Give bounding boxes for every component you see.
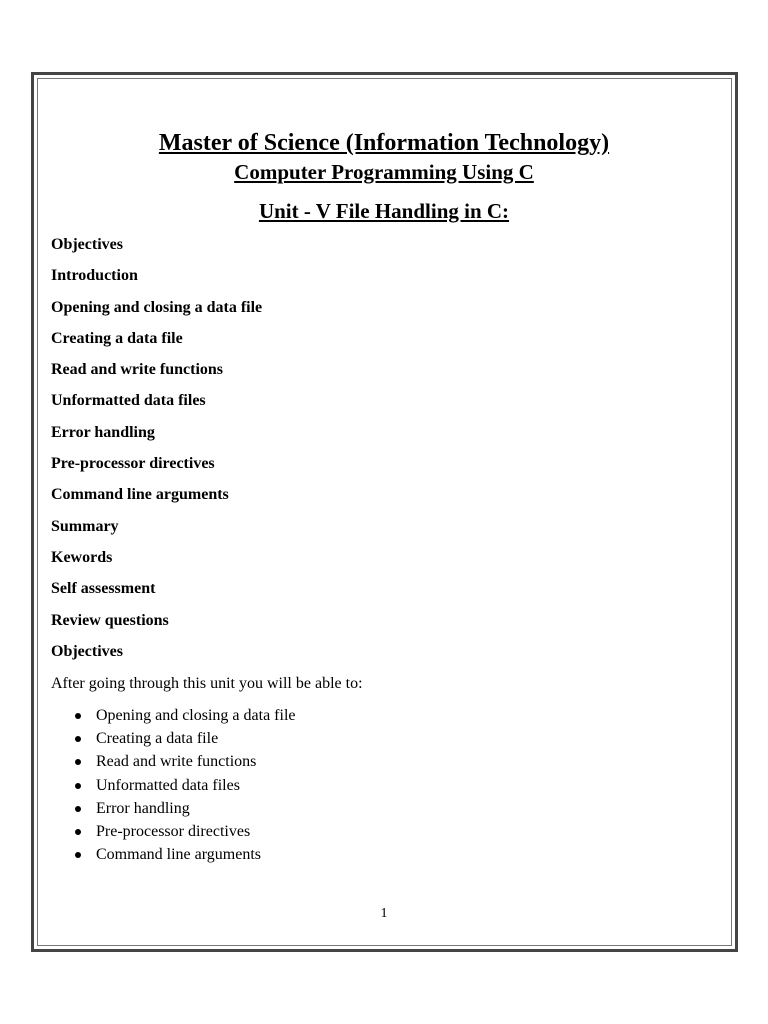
bullet-icon — [75, 759, 81, 765]
list-item — [75, 798, 296, 821]
objectives-list — [75, 705, 296, 867]
unit-title: Unit - V File Handling in C: — [258, 199, 510, 223]
toc-item-introduction: Introduction — [51, 267, 138, 285]
table-of-contents — [51, 233, 262, 640]
list-item — [75, 728, 296, 751]
toc-item-review-questions: Review questions — [51, 611, 169, 629]
toc-item-keywords: Kewords — [51, 548, 113, 566]
bullet-icon — [75, 829, 81, 835]
list-item-text: Error handling — [96, 799, 190, 817]
bullet-icon — [75, 783, 81, 789]
list-item-text: Command line arguments — [96, 846, 262, 864]
bullet-icon — [75, 852, 81, 858]
toc-item-self-assessment: Self assessment — [51, 580, 156, 598]
page-number: 1 — [380, 906, 388, 921]
list-item — [75, 775, 296, 798]
objectives-heading: Objectives — [51, 643, 123, 660]
bullet-icon — [75, 806, 81, 812]
toc-item-command-line: Command line arguments — [51, 486, 229, 504]
toc-item-summary: Summary — [51, 517, 119, 535]
list-item-text: Creating a data file — [96, 730, 219, 748]
bullet-icon — [75, 713, 81, 719]
objectives-intro: After going through this unit you will be able to: — [51, 675, 363, 692]
toc-item-unformatted: Unformatted data files — [51, 392, 206, 410]
list-item — [75, 821, 296, 844]
toc-item-read-write: Read and write functions — [51, 361, 224, 379]
toc-item-opening-closing: Opening and closing a data file — [51, 298, 263, 316]
list-item — [75, 751, 296, 774]
list-item-text: Unformatted data files — [96, 776, 240, 794]
bullet-icon — [75, 736, 81, 742]
document-subtitle: Computer Programming Using C — [234, 160, 534, 184]
toc-item-creating-file: Creating a data file — [51, 329, 183, 347]
list-item-text: Read and write functions — [96, 753, 257, 771]
list-item — [75, 705, 296, 728]
list-item — [75, 844, 296, 867]
list-item-text: Pre-processor directives — [96, 822, 251, 840]
list-item-text: Opening and closing a data file — [96, 707, 296, 724]
toc-item-preprocessor: Pre-processor directives — [51, 455, 215, 473]
document-title: Master of Science (Information Technology) — [158, 130, 610, 156]
toc-item-objectives: Objectives — [51, 236, 123, 253]
toc-item-error-handling: Error handling — [51, 423, 155, 441]
